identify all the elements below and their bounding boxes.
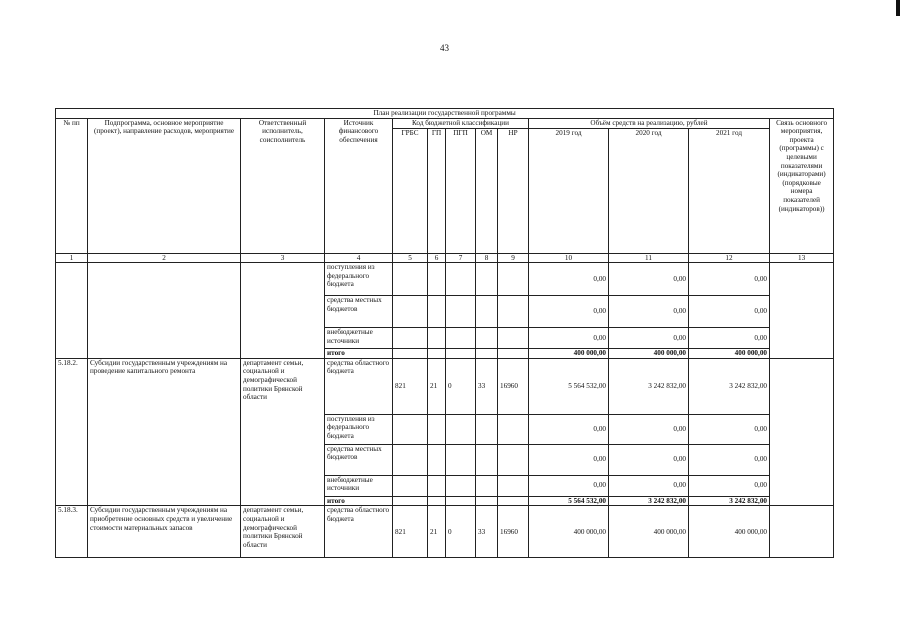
source-cell: средства областного бюджета (325, 358, 393, 414)
col-number: 12 (689, 253, 770, 263)
value-2019: 0,00 (529, 414, 609, 444)
value-2019: 5 564 532,00 (529, 358, 609, 414)
value-2021: 0,00 (689, 328, 770, 349)
header-link: Связь основного мероприятия, проекта (программы) с целевыми показателями (индикаторами) (порядковые номера показателей (индикаторов)) (770, 118, 834, 253)
np-cell: 16960 (498, 506, 529, 558)
om-cell: 33 (476, 506, 498, 558)
header-row (56, 118, 834, 128)
header-2021: 2021 год (689, 128, 770, 253)
value-2021: 0,00 (689, 414, 770, 444)
source-cell: итого (325, 349, 393, 359)
value-2020: 0,00 (609, 444, 689, 475)
value-2020: 0,00 (609, 328, 689, 349)
header-om: ОМ (476, 128, 498, 253)
header-source: Источник финансового обеспечения (325, 118, 393, 253)
om-cell: 33 (476, 358, 498, 414)
header-np: НР (498, 128, 529, 253)
col-number: 13 (770, 253, 834, 263)
header-2020: 2020 год (609, 128, 689, 253)
value-2019: 0,00 (529, 296, 609, 328)
executor-cell: департамент семьи, социальной и демографической политики Брянской области (241, 506, 325, 558)
num-cell (56, 263, 88, 359)
source-cell: итого (325, 496, 393, 506)
col-number: 11 (609, 253, 689, 263)
header-grbs: ГРБС (393, 128, 428, 253)
source-cell: средства местных бюджетов (325, 444, 393, 475)
value-2021: 400 000,00 (689, 349, 770, 359)
header-num: № пп (56, 118, 88, 253)
program-plan-table (55, 108, 834, 558)
value-2021: 400 000,00 (689, 506, 770, 558)
source-cell: внебюджетные источники (325, 475, 393, 496)
source-cell: внебюджетные источники (325, 328, 393, 349)
link-cell (770, 506, 834, 558)
gp-cell: 21 (428, 506, 446, 558)
value-2021: 0,00 (689, 444, 770, 475)
source-cell: средства местных бюджетов (325, 296, 393, 328)
header-gp: ГП (428, 128, 446, 253)
value-2020: 0,00 (609, 296, 689, 328)
scan-edge-mark (896, 0, 900, 16)
col-number: 3 (241, 253, 325, 263)
value-2021: 3 242 832,00 (689, 496, 770, 506)
name-cell (88, 263, 241, 359)
value-2019: 0,00 (529, 475, 609, 496)
value-2019: 0,00 (529, 328, 609, 349)
grbs-cell: 821 (393, 358, 428, 414)
value-2019: 400 000,00 (529, 349, 609, 359)
table-row (56, 358, 834, 414)
header-executor: Ответственный исполнитель, соисполнитель (241, 118, 325, 253)
col-number: 4 (325, 253, 393, 263)
executor-cell: департамент семьи, социальной и демографической политики Брянской области (241, 358, 325, 506)
value-2020: 400 000,00 (609, 506, 689, 558)
grbs-cell: 821 (393, 506, 428, 558)
header-volume: Объём средств на реализацию, рублей (529, 118, 770, 128)
col-number: 2 (88, 253, 241, 263)
header-pgp: ПГП (446, 128, 476, 253)
table-title-row (56, 109, 834, 119)
table-title: План реализации государственной программы (56, 109, 834, 119)
num-cell: 5.18.2. (56, 358, 88, 506)
value-2020: 0,00 (609, 263, 689, 296)
name-cell: Субсидии государственным учреждениям на приобретение основных средств и увеличение стоимости материальных запасов (88, 506, 241, 558)
value-2021: 3 242 832,00 (689, 358, 770, 414)
value-2019: 0,00 (529, 444, 609, 475)
value-2021: 0,00 (689, 296, 770, 328)
np-cell: 16960 (498, 358, 529, 414)
value-2020: 3 242 832,00 (609, 358, 689, 414)
name-cell: Субсидии государственным учреждениям на проведение капитального ремонта (88, 358, 241, 506)
executor-cell (241, 263, 325, 359)
value-2021: 0,00 (689, 475, 770, 496)
value-2020: 400 000,00 (609, 349, 689, 359)
value-2019: 5 564 532,00 (529, 496, 609, 506)
header-2019: 2019 год (529, 128, 609, 253)
value-2021: 0,00 (689, 263, 770, 296)
source-cell: поступления из федерального бюджета (325, 414, 393, 444)
table-row (56, 263, 834, 296)
pgp-cell: 0 (446, 358, 476, 414)
source-cell: средства областного бюджета (325, 506, 393, 558)
value-2020: 3 242 832,00 (609, 496, 689, 506)
value-2019: 0,00 (529, 263, 609, 296)
header-subprogram: Подпрограмма, основное мероприятие (проект), направление расходов, мероприятие (88, 118, 241, 253)
source-cell: поступления из федерального бюджета (325, 263, 393, 296)
num-cell: 5.18.3. (56, 506, 88, 558)
pgp-cell: 0 (446, 506, 476, 558)
value-2020: 0,00 (609, 475, 689, 496)
col-number: 5 (393, 253, 428, 263)
link-cell (770, 358, 834, 506)
value-2020: 0,00 (609, 414, 689, 444)
col-number: 6 (428, 253, 446, 263)
table-row (56, 506, 834, 558)
page-number: 43 (440, 43, 449, 53)
col-number: 1 (56, 253, 88, 263)
header-budget-code: Код бюджетной классификации (393, 118, 529, 128)
col-number: 8 (476, 253, 498, 263)
col-number: 9 (498, 253, 529, 263)
column-number-row (56, 253, 834, 263)
col-number: 7 (446, 253, 476, 263)
value-2019: 400 000,00 (529, 506, 609, 558)
link-cell (770, 263, 834, 359)
gp-cell: 21 (428, 358, 446, 414)
col-number: 10 (529, 253, 609, 263)
